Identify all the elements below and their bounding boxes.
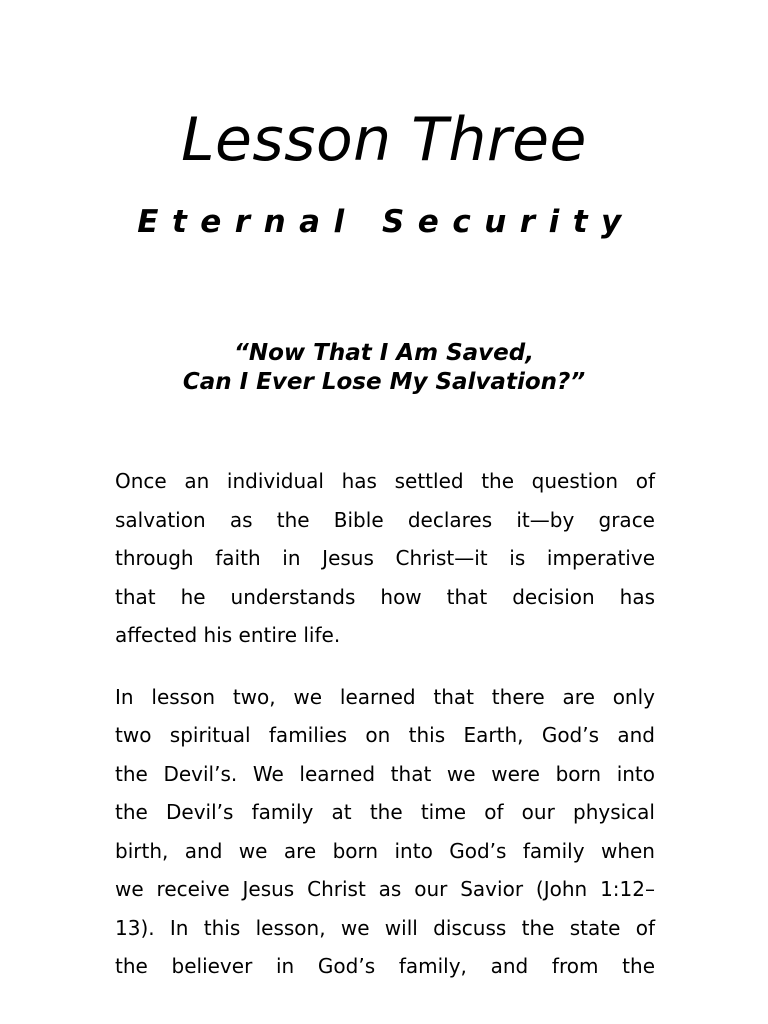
question-line-1: “Now That I Am Saved,	[234, 340, 534, 366]
paragraph-1	[115, 462, 655, 655]
lesson-subtitle: Eternal Security	[137, 204, 635, 240]
lesson-title: Lesson Three	[181, 105, 587, 175]
paragraph-line: the Devil’s family at the time of our physical	[115, 800, 655, 824]
body-text	[115, 462, 655, 1009]
paragraph-line: Once an individual has settled the question of	[115, 469, 655, 493]
paragraph-line: birth, and we are born into God’s family when	[115, 838, 655, 863]
question-line-2: Can I Ever Lose My Salvation?”	[182, 369, 586, 395]
paragraph-line: affected his entire life.	[115, 623, 341, 647]
paragraph-line: In lesson two, we learned that there are only	[115, 684, 655, 709]
paragraph-line: we receive Jesus Christ as our Savior (John 1:12–	[115, 877, 655, 901]
paragraph-line: two spiritual families on this Earth, God’s and	[115, 723, 655, 747]
lesson-question	[0, 339, 768, 397]
paragraph-2	[115, 678, 655, 986]
paragraph-line: through faith in Jesus Christ—it is imperative	[115, 546, 655, 570]
paragraph-line: salvation as the Bible declares it—by grace	[115, 507, 655, 532]
paragraph-line: the believer in God’s family, and from the	[115, 954, 655, 978]
paragraph-line: 13). In this lesson, we will discuss the state of	[115, 915, 655, 940]
paragraph-line: the Devil’s. We learned that we were born into	[115, 761, 655, 786]
paragraph-line: that he understands how that decision has	[115, 584, 655, 609]
